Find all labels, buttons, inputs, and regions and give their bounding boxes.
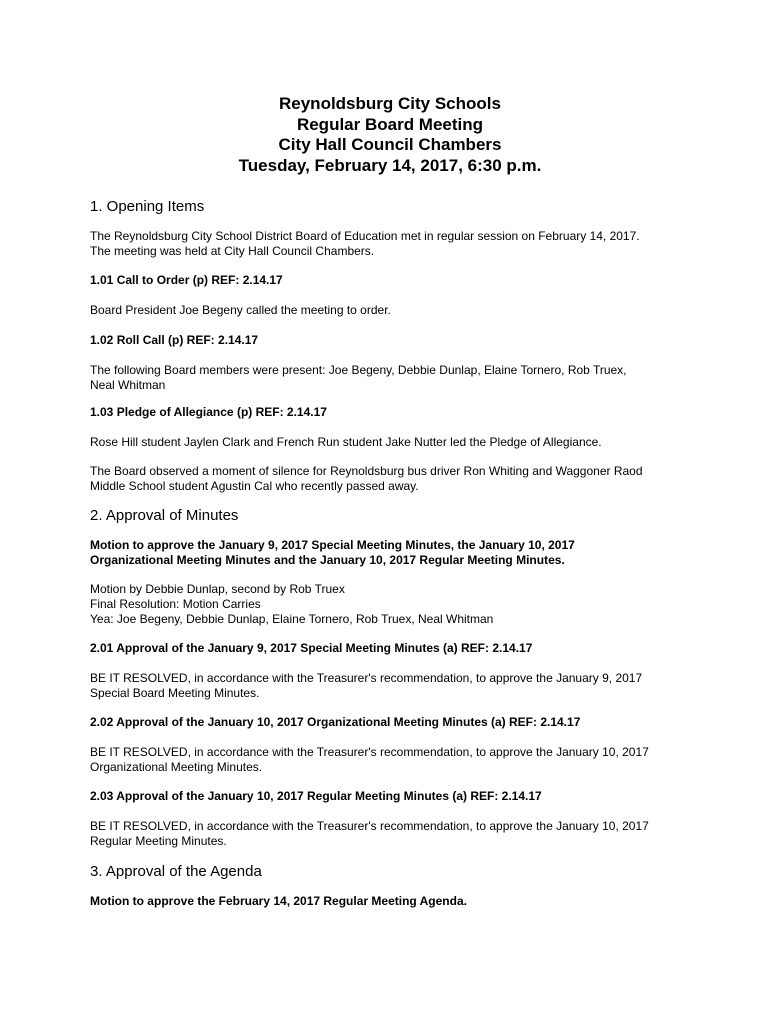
minutes-vote-line-2: Final Resolution: Motion Carries bbox=[90, 597, 261, 611]
item-title-2-02: 2.02 Approval of the January 10, 2017 Organizational Meeting Minutes (a) REF: 2.14.17 bbox=[90, 715, 581, 729]
item-body-2-01-line-1: BE IT RESOLVED, in accordance with the Treasurer's recommendation, to approve the January 9, 2017 bbox=[90, 671, 643, 685]
opening-intro-line-1: The Reynoldsburg City School District Board of Education met in regular session on February 14, 2017. bbox=[90, 229, 640, 243]
item-note-1-03 bbox=[90, 464, 690, 494]
title-date: Tuesday, February 14, 2017, 6:30 p.m. bbox=[238, 155, 542, 175]
item-title-1-03: 1.03 Pledge of Allegiance (p) REF: 2.14.17 bbox=[90, 405, 327, 419]
item-title-2-01: 2.01 Approval of the January 9, 2017 Special Meeting Minutes (a) REF: 2.14.17 bbox=[90, 641, 533, 655]
item-body-2-03-line-1: BE IT RESOLVED, in accordance with the Treasurer's recommendation, to approve the January 10, 2017 bbox=[90, 819, 649, 833]
minutes-motion-line-1: Motion to approve the January 9, 2017 Special Meeting Minutes, the January 10, 2017 bbox=[90, 538, 575, 552]
section-heading-opening-items: 1. Opening Items bbox=[90, 198, 205, 215]
item-note-1-03-line-2: Middle School student Agustin Cal who recently passed away. bbox=[90, 479, 419, 493]
item-title-1-02: 1.02 Roll Call (p) REF: 2.14.17 bbox=[90, 333, 259, 347]
item-body-2-02-line-2: Organizational Meeting Minutes. bbox=[90, 760, 263, 774]
item-body-1-02-line-2: Neal Whitman bbox=[90, 378, 166, 392]
title-district: Reynoldsburg City Schools bbox=[279, 94, 501, 113]
item-body-1-03: Rose Hill student Jaylen Clark and French Run student Jake Nutter led the Pledge of Allegiance. bbox=[90, 435, 602, 449]
item-body-2-02 bbox=[90, 745, 690, 775]
item-title-1-01: 1.01 Call to Order (p) REF: 2.14.17 bbox=[90, 273, 283, 287]
item-body-1-02-line-1: The following Board members were present: Joe Begeny, Debbie Dunlap, Elaine Tornero, Rob Truex, bbox=[90, 363, 627, 377]
minutes-vote-line-1: Motion by Debbie Dunlap, second by Rob Truex bbox=[90, 582, 345, 596]
item-body-2-01-line-2: Special Board Meeting Minutes. bbox=[90, 686, 260, 700]
item-body-1-02 bbox=[90, 363, 690, 393]
document-title bbox=[90, 94, 690, 176]
minutes-vote-line-3: Yea: Joe Begeny, Debbie Dunlap, Elaine Tornero, Rob Truex, Neal Whitman bbox=[90, 612, 494, 626]
minutes-motion-line-2: Organizational Meeting Minutes and the January 10, 2017 Regular Meeting Minutes. bbox=[90, 553, 565, 567]
opening-intro-line-2: The meeting was held at City Hall Council Chambers. bbox=[90, 244, 375, 258]
item-body-2-03-line-2: Regular Meeting Minutes. bbox=[90, 834, 227, 848]
minutes-vote bbox=[90, 582, 690, 627]
item-body-2-02-line-1: BE IT RESOLVED, in accordance with the Treasurer's recommendation, to approve the January 10, 2017 bbox=[90, 745, 649, 759]
section-heading-approval-of-agenda: 3. Approval of the Agenda bbox=[90, 863, 262, 880]
document-page bbox=[90, 94, 690, 909]
opening-intro bbox=[90, 229, 690, 259]
item-body-1-01: Board President Joe Begeny called the meeting to order. bbox=[90, 303, 391, 317]
item-body-2-01 bbox=[90, 671, 690, 701]
agenda-motion: Motion to approve the February 14, 2017 Regular Meeting Agenda. bbox=[90, 894, 467, 908]
title-location: City Hall Council Chambers bbox=[278, 135, 502, 154]
item-body-2-03 bbox=[90, 819, 690, 849]
title-meeting-type: Regular Board Meeting bbox=[296, 114, 484, 134]
item-title-2-03: 2.03 Approval of the January 10, 2017 Regular Meeting Minutes (a) REF: 2.14.17 bbox=[90, 789, 542, 803]
section-heading-approval-of-minutes: 2. Approval of Minutes bbox=[90, 507, 239, 524]
minutes-motion bbox=[90, 538, 690, 568]
item-note-1-03-line-1: The Board observed a moment of silence for Reynoldsburg bus driver Ron Whiting and Waggoner Raod bbox=[90, 464, 643, 478]
